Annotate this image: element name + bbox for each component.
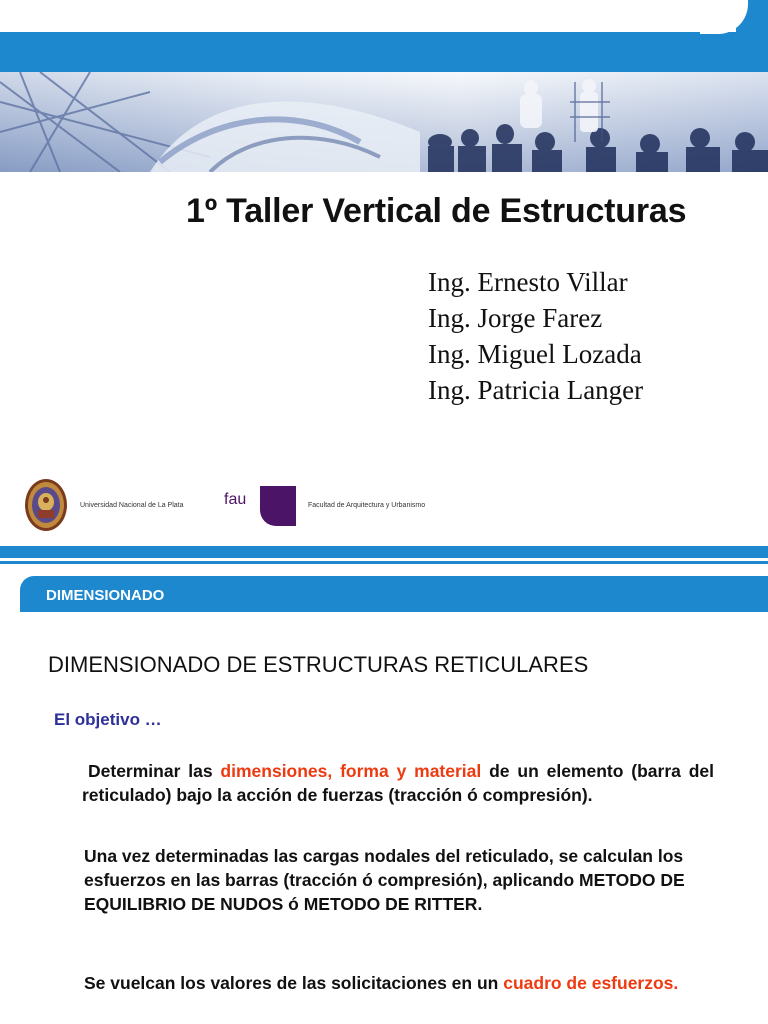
top-white-strip [0, 0, 768, 32]
fau-label: Facultad de Arquitectura y Urbanismo [308, 502, 426, 509]
objective-heading: El objetivo … [54, 710, 162, 729]
author-name: Ing. Ernesto Villar [428, 267, 628, 297]
paragraph-objective [82, 759, 714, 807]
top-blue-bar [0, 32, 768, 72]
highlight-text: dimensiones, forma y material [220, 761, 482, 781]
content-title: DIMENSIONADO DE ESTRUCTURAS RETICULARES [48, 652, 589, 677]
author-list [428, 264, 643, 408]
content-slide [0, 572, 768, 1024]
bottom-blue-bar [0, 546, 768, 558]
author-name: Ing. Jorge Farez [428, 303, 603, 333]
author-name: Ing. Miguel Lozada [428, 339, 642, 369]
paragraph-text: Determinar las [88, 761, 221, 781]
method-names: METODO DE EQUILIBRIO DE NUDOS ó METODO DE RITTER. [84, 870, 685, 914]
paragraph-results [84, 971, 724, 995]
paragraph-text: Una vez determinadas las cargas nodales del reticulado, se calculan los esfuerzos en las barras (tracción ó compresión), aplicando [84, 846, 684, 890]
section-header-bar [20, 576, 768, 612]
paragraph-method [84, 844, 724, 916]
paragraph-text: Se vuelcan los valores de las solicitaciones en un [84, 973, 504, 993]
unlp-seal-logo [24, 478, 68, 532]
fau-logo [222, 484, 298, 528]
bottom-blue-line [0, 561, 768, 564]
highlight-text: cuadro de esfuerzos. [503, 973, 679, 993]
section-header-label: DIMENSIONADO [46, 587, 165, 604]
fau-logo-text: fau [224, 491, 247, 508]
unlp-label: Universidad Nacional de La Plata [80, 502, 184, 509]
author-name: Ing. Patricia Langer [428, 375, 644, 405]
slide-title: 1º Taller Vertical de Estructuras [186, 192, 687, 230]
banner-photo [0, 72, 768, 172]
paragraph-text: de un elemento (barra del reticulado) bajo la acción de fuerzas (tracción ó compresión). [82, 761, 714, 805]
